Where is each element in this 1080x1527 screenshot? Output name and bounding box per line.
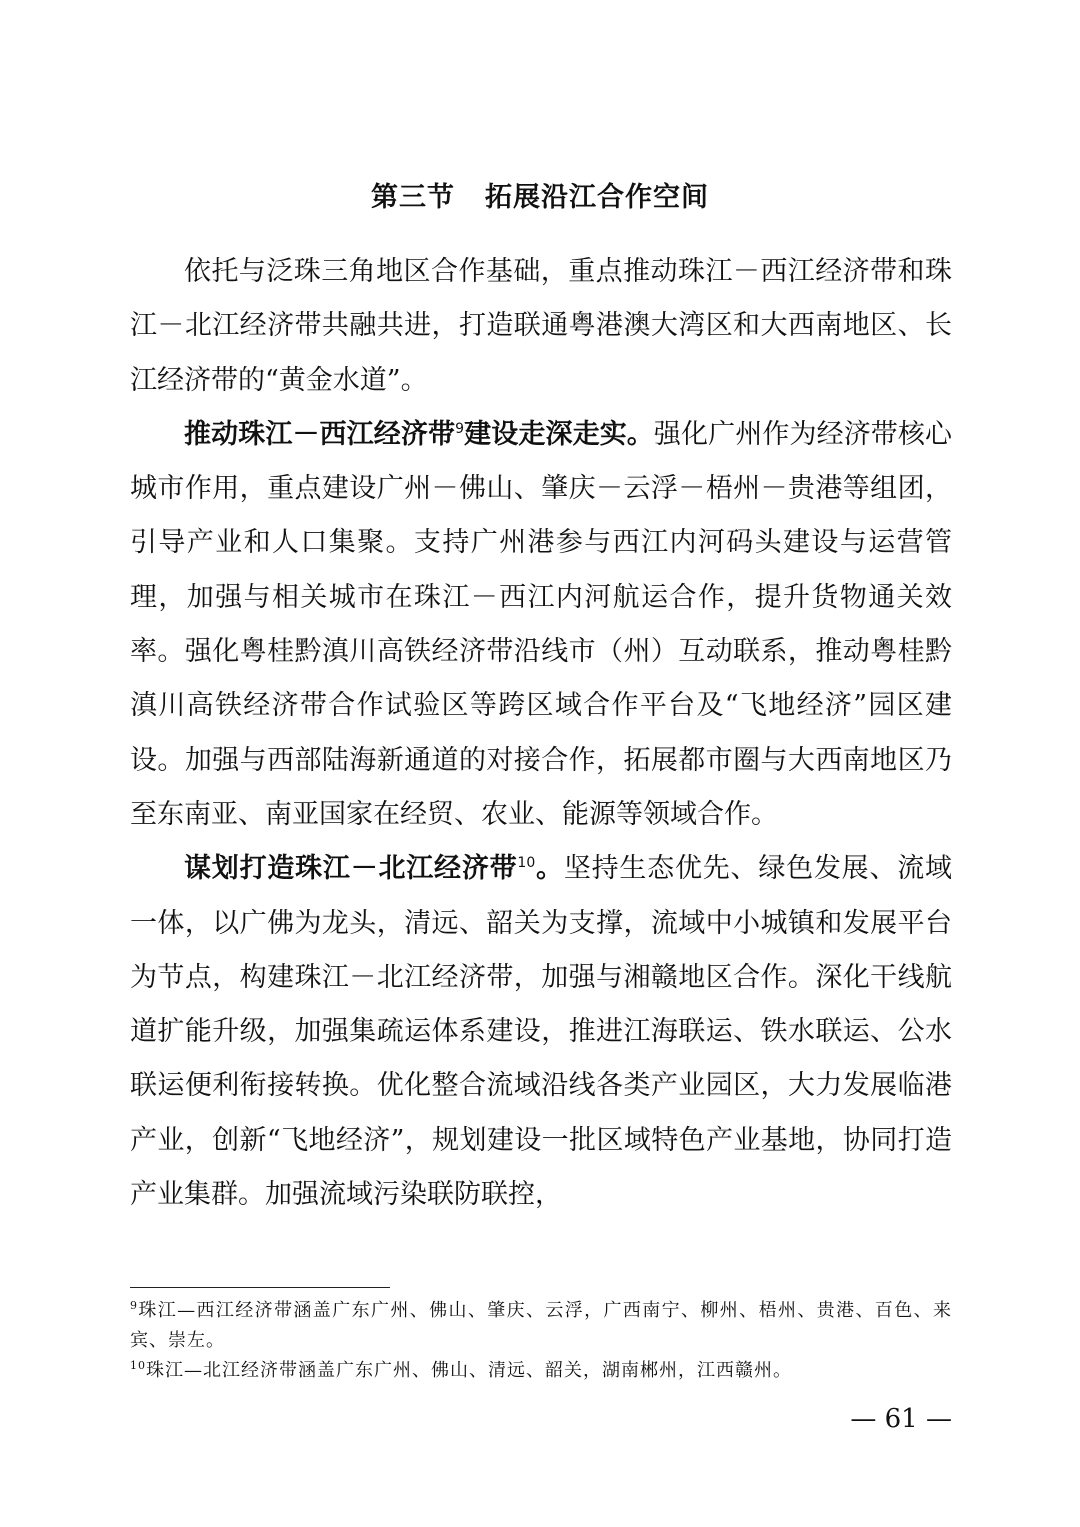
paragraph-lead: 推动珠江－西江经济带$^9$建设走深走实。 bbox=[184, 418, 654, 450]
paragraph-lead: 谋划打造珠江－北江经济带$^{10}$。 bbox=[184, 853, 564, 885]
footnote-ref-9[interactable]: 9 bbox=[455, 420, 465, 437]
page-number: — 61 — bbox=[850, 1404, 952, 1434]
footnotes bbox=[130, 1296, 952, 1386]
paragraph-body: 强化广州作为经济带核心城市作用，重点建设广州－佛山、肇庆－云浮－梧州－贵港等组团，引导产业和人口集聚。支持广州港参与西江内河码头建设与运营管理，加强与相关城市在珠江－西江内河航运合作，提升货物通关效率。强化粤桂黔滇川高铁经济带沿线市（州）互动联系，推动粤桂黔滇川高铁经济带合作试验区等跨区域合作平台及“飞地经济”园区建设。加强与西部陆海新通道的对接合作，拓展都市圈与大西南地区乃至东南亚、南亚国家在经贸、农业、能源等领域合作。 bbox=[130, 418, 953, 830]
intro-paragraph: 依托与泛珠三角地区合作基础，重点推动珠江－西江经济带和珠江－北江经济带共融共进，打造联通粤港澳大湾区和大西南地区、长江经济带的“黄金水道”。 bbox=[130, 256, 952, 396]
footnote-ref-10[interactable]: 10 bbox=[517, 855, 536, 872]
body-text bbox=[130, 245, 952, 1222]
paragraph-pearl-west-river bbox=[130, 408, 952, 842]
footnote-divider bbox=[130, 1287, 390, 1288]
paragraph-pearl-north-river bbox=[130, 842, 952, 1222]
footnote-9: $^9$珠江—西江经济带涵盖广东广州、佛山、肇庆、云浮，广西南宁、柳州、梧州、贵港、百色、来宾、崇左。 bbox=[130, 1299, 952, 1351]
section-title: 拓展沿江合作空间 bbox=[485, 182, 709, 213]
section-heading bbox=[0, 176, 1080, 220]
footnote-10: $^{10}$珠江—北江经济带涵盖广东广州、佛山、清远、韶关，湖南郴州，江西赣州。 bbox=[130, 1359, 792, 1381]
paragraph-body: 坚持生态优先、绿色发展、流域一体，以广佛为龙头，清远、韶关为支撑，流域中小城镇和发展平台为节点，构建珠江－北江经济带，加强与湘赣地区合作。深化干线航道扩能升级，加强集疏运体系建设，推进江海联运、铁水联运、公水联运便利衔接转换。优化整合流域沿线各类产业园区，大力发展临港产业，创新“飞地经济”，规划建设一批区域特色产业基地，协同打造产业集群。加强流域污染联防联控， bbox=[130, 853, 953, 1211]
section-label: 第三节 bbox=[371, 182, 455, 213]
